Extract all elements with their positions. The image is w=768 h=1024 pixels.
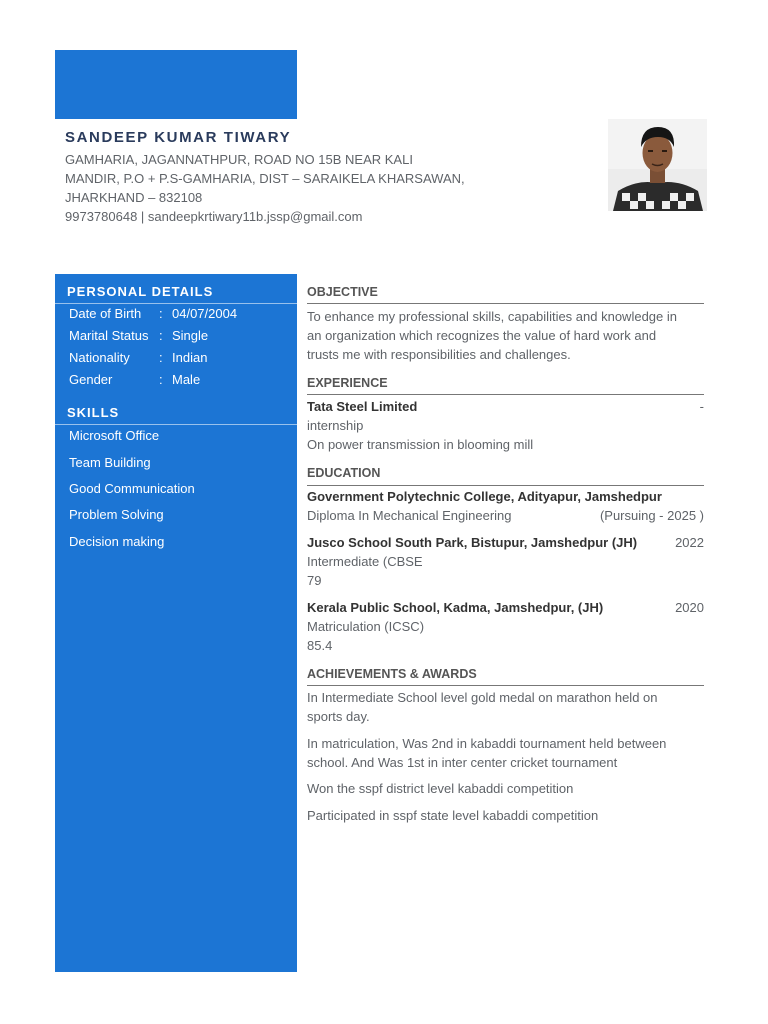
objective-title: OBJECTIVE [307,285,378,299]
profile-photo [608,119,707,211]
achievement-line: school. And Was 1st in inter center cricket tournament [307,755,618,770]
experience-role: internship [307,418,364,433]
sidebar [55,274,297,972]
education-course: Intermediate (CBSE [307,554,423,569]
detail-label: Nationality [69,350,130,365]
objective-line: an organization which recognizes the value of hard work and [307,328,657,343]
detail-colon: : [159,328,163,343]
education-school: Jusco School South Park, Bistupur, Jamshedpur (JH) [307,535,638,550]
detail-label: Marital Status [69,328,149,343]
header-color-block [55,50,297,119]
education-course: Matriculation (ICSC) [307,619,425,634]
section-divider [307,685,704,686]
objective-line: To enhance my professional skills, capabilities and knowledge in [307,309,677,324]
contact-header [65,129,605,226]
education-score: 79 [307,573,322,588]
education-course: Diploma In Mechanical Engineering [307,508,512,523]
detail-label: Date of Birth [69,306,142,321]
detail-colon: : [159,350,163,365]
education-school: Kerala Public School, Kadma, Jamshedpur, (JH) [307,600,604,615]
section-divider [307,394,704,395]
education-school: Government Polytechnic College, Adityapur, Jamshedpur [307,489,662,504]
achievement-line: In Intermediate School level gold medal on marathon held on [307,690,658,705]
experience-title: EXPERIENCE [307,376,388,390]
education-title: EDUCATION [307,466,381,480]
achievement-line: sports day. [307,709,370,724]
address-line: GAMHARIA, JAGANNATHPUR, ROAD NO 15B NEAR KALI [65,152,413,167]
detail-colon: : [159,306,163,321]
detail-value: 04/07/2004 [172,306,238,321]
address-line: MANDIR, P.O + P.S-GAMHARIA, DIST – SARAIKELA KHARSAWAN, [65,171,465,186]
achievement-line: Participated in sspf state level kabaddi competition [307,808,599,823]
profile-photo-illustration [608,119,707,211]
candidate-name: SANDEEP KUMAR TIWARY [65,129,292,146]
skill-item: Microsoft Office [69,428,160,443]
experience-company: Tata Steel Limited [307,399,418,414]
education-year: 2022 [675,535,704,550]
skills-title: SKILLS [67,405,120,420]
skill-item: Good Communication [69,481,195,496]
address-line: JHARKHAND – 832108 [65,190,203,205]
detail-label: Gender [69,372,113,387]
achievement-line: Won the sspf district level kabaddi competition [307,781,574,796]
detail-value: Single [172,328,209,343]
experience-detail: On power transmission in blooming mill [307,437,534,452]
personal-details-title: PERSONAL DETAILS [67,284,214,299]
skill-item: Team Building [69,455,151,470]
achievements-title: ACHIEVEMENTS & AWARDS [307,667,477,681]
education-score: 85.4 [307,638,333,653]
detail-colon: : [159,372,163,387]
contact-line: 9973780648 | sandeepkrtiwary11b.jssp@gmail.com [65,209,363,224]
skill-item: Problem Solving [69,507,164,522]
sidebar-divider [55,303,297,304]
achievement-line: In matriculation, Was 2nd in kabaddi tournament held between [307,736,667,751]
education-year: 2020 [675,600,704,615]
sidebar-divider [55,424,297,425]
skill-item: Decision making [69,534,165,549]
education-status: (Pursuing - 2025 ) [599,508,704,523]
objective-line: trusts me with responsibilities and challenges. [307,347,571,362]
detail-value: Male [172,372,201,387]
experience-date: - [699,399,704,414]
section-divider [307,303,704,304]
detail-value: Indian [172,350,208,365]
section-divider [307,485,704,486]
